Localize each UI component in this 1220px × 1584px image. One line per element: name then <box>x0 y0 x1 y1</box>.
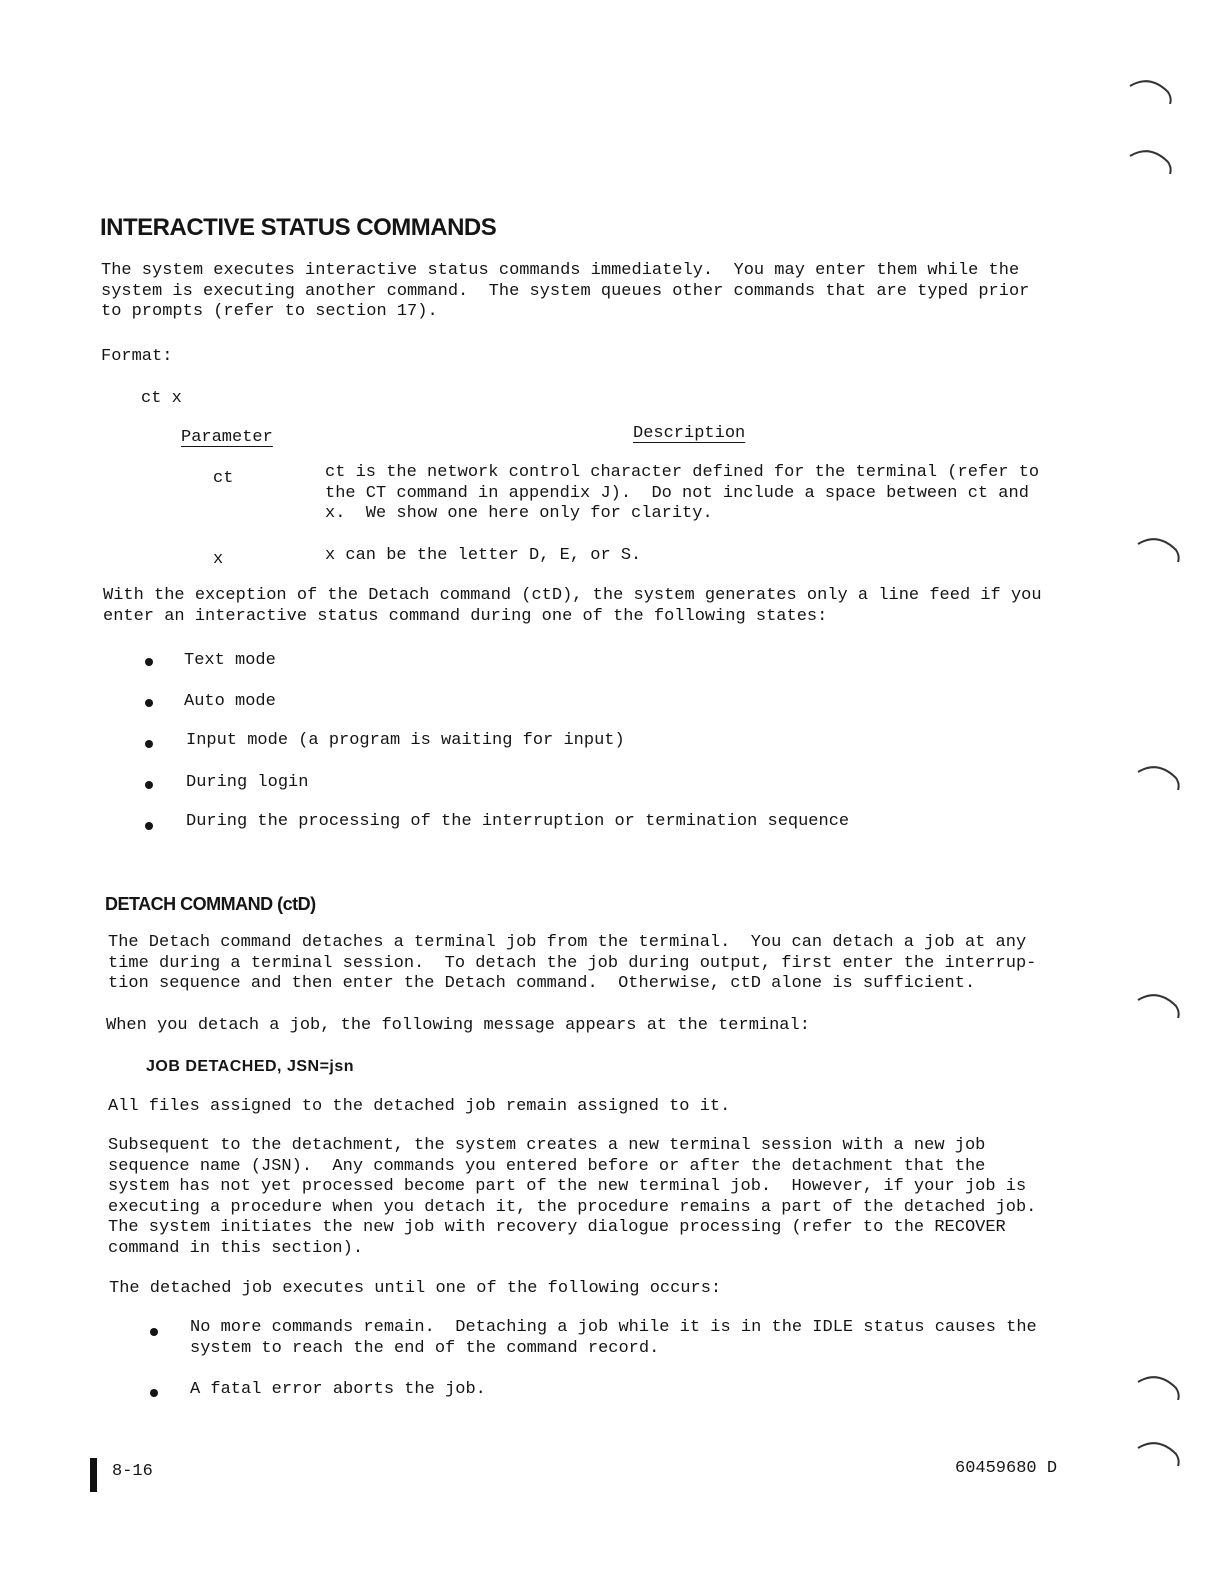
detach-paragraph-5: The detached job executes until one of the following occurs: <box>109 1279 722 1298</box>
bullet-icon <box>145 658 153 666</box>
parameter-ct: ct <box>213 469 234 488</box>
detach-paragraph-4: Subsequent to the detachment, the system creates a new terminal session with a new job sequence name (JSN). Any commands you entered before or after the detachment that the system has not yet processed become part of the new terminal job. However, if your job is executing a procedure when you detach it, the procedure remains a part of the detached job. The system initiates the new job with recovery dialogue processing (refer to the RECOVER command in this section). <box>108 1136 1037 1258</box>
bullet-icon <box>145 740 153 748</box>
parameter-column-header: Parameter <box>181 428 273 447</box>
parameter-ct-description: ct is the network control character defined for the terminal (refer to the CT command in appendix J). Do not include a space between ct and x. We show one here only for clarity. <box>325 463 1040 523</box>
detach-paragraph-2: When you detach a job, the following message appears at the terminal: <box>106 1016 810 1035</box>
binder-hole-mark <box>1136 760 1180 790</box>
detach-paragraph-3: All files assigned to the detached job remain assigned to it. <box>108 1097 731 1116</box>
parameter-x: x <box>213 550 224 569</box>
detach-paragraph-1: The Detach command detaches a terminal job from the terminal. You can detach a job at any time during a terminal session. To detach the job during output, first enter the interrup- tion sequence and then enter the Detach command. Otherwise, ctD alone is sufficient. <box>108 933 1037 993</box>
binder-hole-mark <box>1136 988 1180 1018</box>
bullet-icon <box>150 1389 158 1397</box>
bullet-icon <box>145 699 153 707</box>
list-item: Input mode (a program is waiting for input) <box>186 731 625 750</box>
binder-hole-mark <box>1128 74 1172 104</box>
binder-hole-mark <box>1136 1436 1180 1466</box>
page-title: INTERACTIVE STATUS COMMANDS <box>100 214 497 241</box>
binder-hole-mark <box>1136 532 1180 562</box>
list-item: A fatal error aborts the job. <box>190 1380 486 1399</box>
list-item: Auto mode <box>184 692 276 711</box>
format-syntax: ct x <box>141 389 182 408</box>
list-item: Text mode <box>184 651 276 670</box>
list-item: No more commands remain. Detaching a job while it is in the IDLE status causes the system to reach the end of the command record. <box>190 1318 1037 1358</box>
parameter-x-description: x can be the letter D, E, or S. <box>325 546 642 565</box>
intro-paragraph: The system executes interactive status commands immediately. You may enter them while the system is executing another command. The system queues other commands that are typed prior to prompts (refer to section 17). <box>101 261 1030 321</box>
format-label: Format: <box>101 347 173 366</box>
exception-paragraph: With the exception of the Detach command (ctD), the system generates only a line feed if you enter an interactive status command during one of the following states: <box>103 586 1042 626</box>
binder-hole-mark <box>1136 1370 1180 1400</box>
list-item: During login <box>186 773 309 792</box>
description-column-header: Description <box>633 424 746 443</box>
list-item: During the processing of the interruption or termination sequence <box>186 812 850 831</box>
bullet-icon <box>145 822 153 830</box>
bullet-icon <box>145 781 153 789</box>
page-number: 8-16 <box>112 1462 153 1481</box>
binder-hole-mark <box>1128 144 1172 174</box>
change-bar <box>90 1458 97 1492</box>
detach-message: JOB DETACHED, JSN=jsn <box>146 1058 355 1075</box>
section-heading: DETACH COMMAND (ctD) <box>105 894 316 914</box>
document-number: 60459680 D <box>955 1459 1058 1478</box>
bullet-icon <box>150 1328 158 1336</box>
